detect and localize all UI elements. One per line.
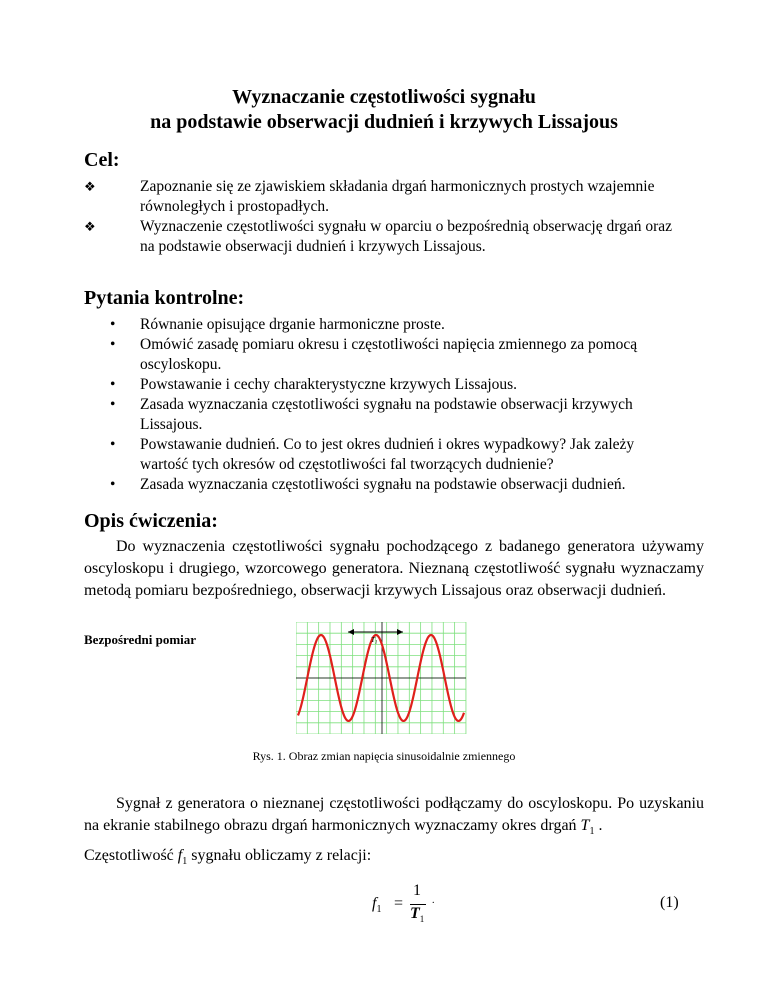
- equation-denominator: $T_1$: [410, 905, 425, 925]
- period-arrow-left-head: [348, 629, 354, 635]
- equation-number: (1): [660, 894, 679, 911]
- document-page: Wyznaczanie częstotliwości sygnału na podstawie obserwacji dudnień i krzywych Lissajous Cel: ❖ Zapoznanie się ze zjawiskiem składania drgań harmonicznych prostych wzajemnie równoległych i prostopadłych. ❖ Wyznaczenie częstotliwości sygnału w oparciu o bezpośrednią obserwację drgań oraz na podstawie obserwacji dudnień i krzywych Lissajous. Pytania kontrolne: • Równanie opisujące drganie harmoniczne proste. • Omówić zasadę pomiaru okresu i częstotliwości napięcia zmiennego za pomocą oscyloskopu. • Powstawanie i cechy charakterystyczne krzywych Lissajous. • Zasada wyznaczania częstotliwości sygnału na podstawie obserwacji krzywych Lissajous. • Powstawanie dudnień. Co to jest okres dudnień i okres wypadkowy? Jak zależy wartość tych okresów od częstotliwości fal tworzących dudnienie? • Zasada wyznaczania częstotliwości sygnału na podstawie obserwacji dudnień. Opis ćwiczenia: Do wyznaczenia częstotliwości sygnału pochodzącego z badanego generatora używamy oscyloskopu i drugiego, wzorcowego generatora. Nieznaną częstotliwość sygnału wyznaczamy metodą pomiaru bezpośredniego, obserwacji krzywych Lissajous oraz obserwacji dudnień. Bezpośredni pomiar $T_1$ Rys. 1. Obraz zmian napięcia sinusoidalnie zmiennego Sygnał z generatora o nieznanej częstotliwości podłączamy do oscyloskopu. Po uzyskaniu na ekranie stabilnego obrazu drgań harmonicznych wyznaczamy okres drgań $T_1$ . Częstotliwość $f_1$ sygnału obliczamy z relacji: $f_1$ = 1 $T_1$ . (1): [0, 0, 768, 994]
- opis-paragraph: Do wyznaczenia częstotliwości sygnału pochodzącego z badanego generatora używamy oscyloskopu i drugiego, wzorcowego generatora. Nieznaną częstotliwość sygnału wyznaczamy metodą pomiaru bezpośredniego, obserwacji krzywych Lissajous oraz obserwacji dudnień.: [84, 538, 704, 599]
- section-heading-pytania: Pytania kontrolne:: [84, 287, 245, 309]
- diamond-bullet-icon: ❖: [84, 219, 96, 234]
- dot-bullet-icon: •: [110, 316, 116, 333]
- equation-lhs: $f_1$: [372, 895, 382, 916]
- period-label: $T_1$: [371, 636, 378, 646]
- equation-period: .: [432, 895, 435, 906]
- document-title-line-2: na podstawie obserwacji dudnień i krzywych Lissajous: [150, 111, 618, 133]
- bezposredni-paragraph-line3: Częstotliwość $f_1$ sygnału obliczamy z relacji:: [84, 847, 372, 868]
- dot-bullet-icon: •: [110, 376, 116, 393]
- bezposredni-paragraph: Sygnał z generatora o nieznanej częstotliwości podłączamy do oscyloskopu. Po uzyskaniu na ekranie stabilnego obrazu drgań harmonicznych wyznaczamy okres drgań $T_1$ .: [84, 795, 704, 838]
- period-arrow-right-head: [397, 629, 403, 635]
- dot-bullet-icon: •: [110, 436, 116, 453]
- cel-item-text: Zapoznanie się ze zjawiskiem składania drgań harmonicznych prostych wzajemnie równoległych i prostopadłych.: [140, 178, 655, 215]
- cel-item-text: Wyznaczenie częstotliwości sygnału w oparciu o bezpośrednią obserwację drgań oraz na podstawie obserwacji dudnień i krzywych Lissajous.: [140, 218, 673, 255]
- equation-equals: =: [394, 895, 404, 912]
- oscilloscope-figure: [296, 622, 468, 734]
- section-heading-cel: Cel:: [84, 149, 120, 171]
- figure-caption: Rys. 1. Obraz zmian napięcia sinusoidalnie zmiennego: [252, 749, 516, 763]
- equation-1: [372, 882, 452, 932]
- document-title-line-1: Wyznaczanie częstotliwości sygnału: [232, 86, 536, 108]
- subsection-heading-bezposredni: Bezpośredni pomiar: [84, 632, 197, 647]
- dot-bullet-icon: •: [110, 336, 116, 353]
- equation-numerator: 1: [413, 882, 421, 899]
- dot-bullet-icon: •: [110, 396, 116, 413]
- section-heading-opis: Opis ćwiczenia:: [84, 510, 218, 532]
- diamond-bullet-icon: ❖: [84, 179, 96, 194]
- dot-bullet-icon: •: [110, 476, 116, 493]
